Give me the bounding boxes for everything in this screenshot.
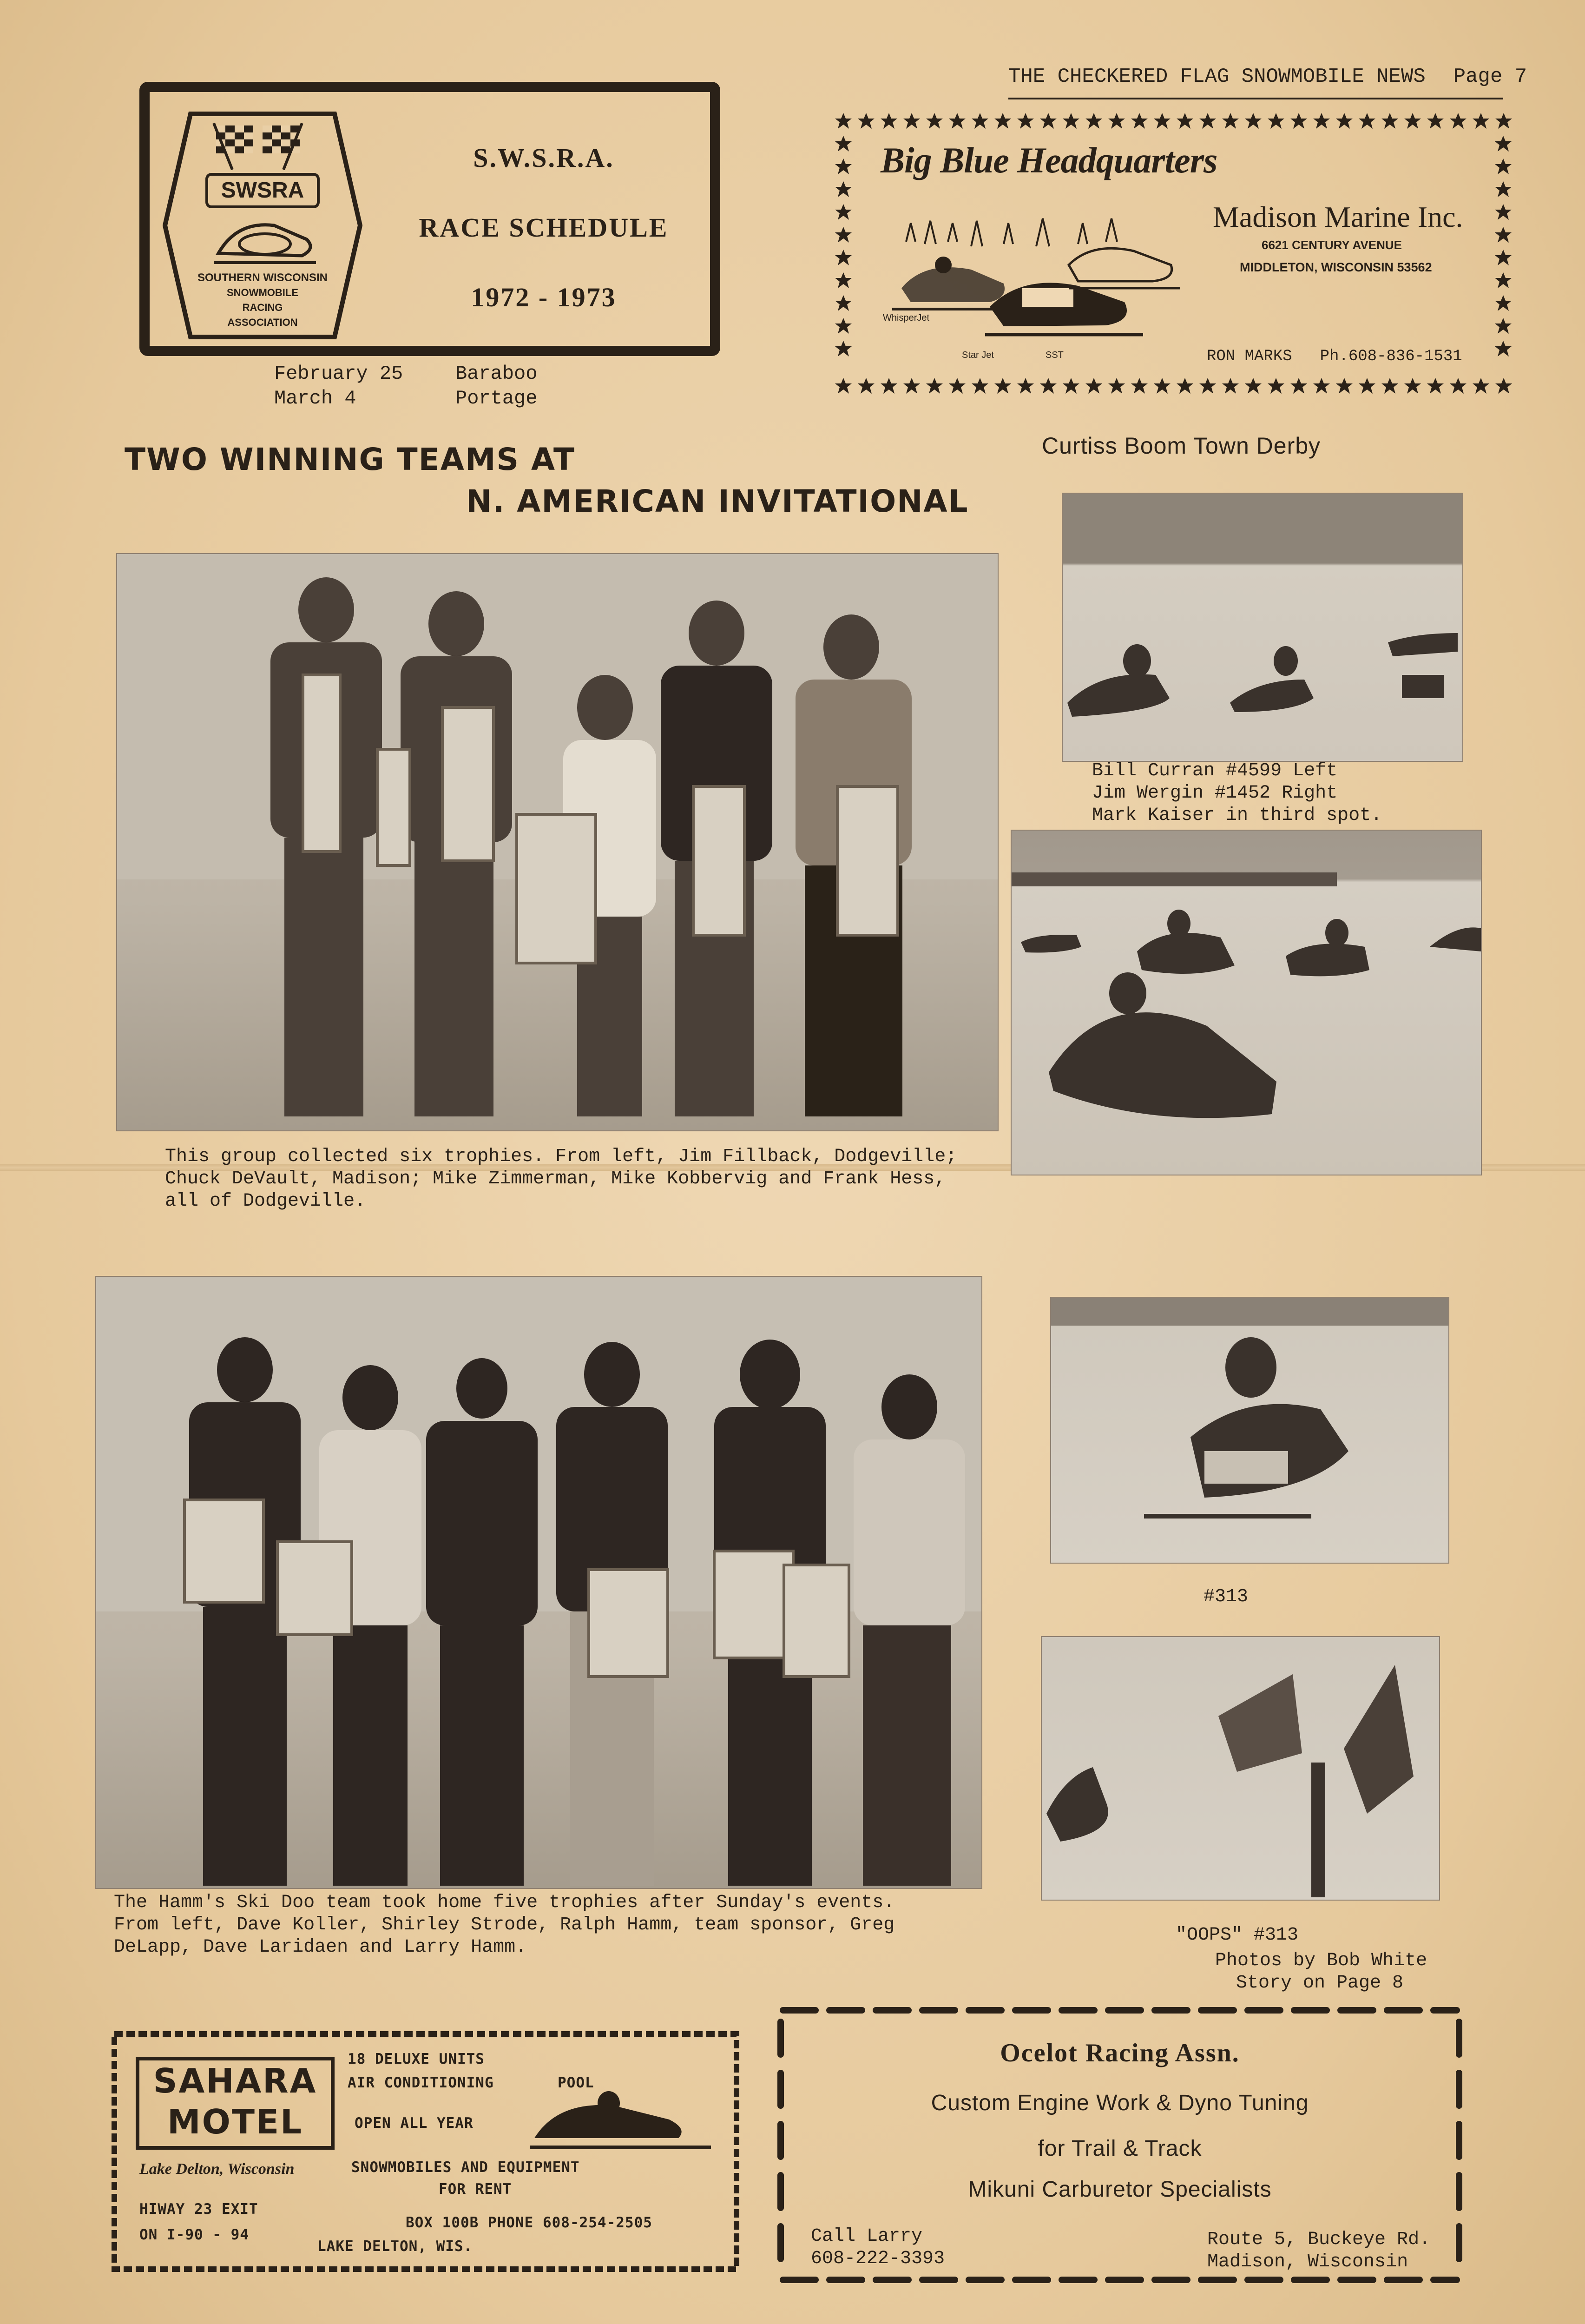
ocelot-road: Route 5, Buckeye Rd.: [1207, 2229, 1431, 2250]
star-icon: [835, 318, 852, 334]
sled-label-sst: SST: [1046, 350, 1064, 360]
team-photo-2: [95, 1276, 982, 1889]
ocelot-city: Madison, Wisconsin: [1207, 2251, 1408, 2272]
caption-line: Jim Wergin #1452 Right: [1092, 783, 1338, 804]
star-icon: [1404, 113, 1421, 129]
star-icon: [1495, 318, 1512, 334]
ocelot-phone: 608-222-3393: [811, 2248, 945, 2269]
star-icon: [1359, 113, 1375, 129]
star-icon: [1336, 113, 1353, 129]
sahara-feature: POOL: [558, 2074, 594, 2091]
caption-line: From left, Dave Koller, Shirley Strode, Ralph Hamm, team sponsor, Greg: [114, 1915, 895, 1935]
schedule-date: March 4: [274, 387, 356, 409]
sahara-feature: AIR CONDITIONING: [348, 2074, 494, 2091]
star-icon: [835, 158, 852, 174]
star-icon: [1495, 295, 1512, 311]
sahara-feature: SNOWMOBILES AND EQUIPMENT: [351, 2159, 580, 2176]
company-address: 6621 CENTURY AVENUE: [1262, 238, 1402, 252]
star-icon: [1154, 378, 1171, 394]
derby-photo-2: [1011, 830, 1482, 1175]
star-icon: [881, 113, 897, 129]
star-icon: [1359, 378, 1375, 394]
star-icon: [949, 113, 966, 129]
team-photo-1-figures: [117, 554, 998, 1130]
star-icon: [1177, 113, 1193, 129]
swsra-logo: [163, 105, 362, 346]
schedule-row: [274, 387, 356, 409]
star-icon: [1290, 378, 1307, 394]
caption-line: all of Dodgeville.: [165, 1191, 366, 1212]
snowmobile-icon: [985, 283, 1143, 335]
star-icon: [1495, 204, 1512, 220]
sahara-location: Lake Delton, Wisconsin: [139, 2160, 295, 2178]
snowmobile-icon: [892, 257, 1013, 309]
swsra-org-line-4: ASSOCIATION: [227, 317, 298, 328]
star-icon: [1108, 378, 1125, 394]
star-icon: [903, 113, 920, 129]
company-name: Madison Marine Inc.: [1213, 200, 1463, 233]
team-photo-1: [116, 553, 999, 1131]
star-icon: [1222, 378, 1239, 394]
star-icon: [1427, 113, 1444, 129]
sled-313-label: #313: [1204, 1586, 1249, 1607]
star-icon: [1495, 158, 1512, 174]
star-icon: [1495, 341, 1512, 357]
derby-caption: [1092, 760, 1382, 827]
star-icon: [835, 250, 852, 265]
caption-line: Bill Curran #4599 Left: [1092, 760, 1338, 781]
snowmobile-icon: [530, 2082, 716, 2157]
star-icon: [972, 378, 988, 394]
sahara-feature: 18 DELUXE UNITS: [348, 2051, 485, 2067]
star-icon: [1290, 113, 1307, 129]
sahara-feature: FOR RENT: [439, 2181, 512, 2198]
star-icon: [994, 378, 1011, 394]
star-icon: [903, 378, 920, 394]
star-icon: [1177, 378, 1193, 394]
derby-photo-1: [1062, 493, 1463, 762]
swsra-org-line-1: SOUTHERN WISCONSIN: [197, 271, 328, 284]
photo-2-caption: [114, 1892, 978, 1959]
star-icon: [881, 378, 897, 394]
swsra-title: [400, 123, 688, 332]
star-icon: [1017, 378, 1034, 394]
star-icon: [1495, 378, 1512, 394]
star-icon: [1085, 378, 1102, 394]
star-icon: [1063, 113, 1079, 129]
star-icon: [1131, 378, 1148, 394]
ocelot-service-1: Custom Engine Work & Dyno Tuning: [931, 2091, 1309, 2115]
star-icon: [949, 378, 966, 394]
star-icon: [1199, 378, 1216, 394]
sahara-logo-line-2: MOTEL: [167, 2102, 303, 2141]
swsra-title-line-3: 1972 - 1973: [471, 282, 617, 312]
ocelot-call: Call Larry: [811, 2226, 923, 2247]
star-icon: [972, 113, 988, 129]
star-icon: [1495, 227, 1512, 243]
star-icon: [835, 378, 852, 394]
star-icon: [835, 204, 852, 220]
sahara-logo: [136, 2057, 335, 2150]
ocelot-service-3: Mikuni Carburetor Specialists: [968, 2177, 1272, 2202]
snowmobiles-illustration: [883, 205, 1190, 363]
team-photo-2-figures: [96, 1277, 981, 1888]
star-icon: [926, 378, 943, 394]
star-icon: [1381, 378, 1398, 394]
running-header: [1008, 65, 1527, 99]
contact-phone: Ph.608-836-1531: [1320, 348, 1462, 365]
star-icon: [1381, 113, 1398, 129]
ocelot-service-2: for Trail & Track: [1038, 2136, 1202, 2161]
star-icon: [1222, 113, 1239, 129]
schedule-place: Baraboo: [455, 363, 538, 385]
sled-313-photo-art: [1051, 1298, 1448, 1563]
schedule-row: [274, 363, 403, 385]
star-icon: [1473, 113, 1489, 129]
star-icon: [1495, 272, 1512, 288]
publication-name: THE CHECKERED FLAG SNOWMOBILE NEWS: [1008, 65, 1426, 88]
star-icon: [835, 341, 852, 357]
oops-photo: [1041, 1636, 1440, 1901]
star-icon: [1154, 113, 1171, 129]
contact-name: RON MARKS: [1207, 348, 1292, 365]
headline-line-2: N. AMERICAN INVITATIONAL: [466, 483, 969, 519]
star-icon: [835, 272, 852, 288]
caption-line: Chuck DeVault, Madison; Mike Zimmerman, Mike Kobbervig and Frank Hess,: [165, 1169, 946, 1189]
snowmobile-icon: [1069, 248, 1180, 288]
sahara-box-phone: BOX 100B PHONE 608-254-2505: [406, 2214, 652, 2231]
star-icon: [1313, 113, 1330, 129]
swsra-org-line-2: SNOWMOBILE: [227, 287, 298, 298]
photo-credit: Photos by Bob White: [1215, 1950, 1427, 1971]
sahara-feature: OPEN ALL YEAR: [355, 2115, 474, 2132]
oops-photo-art: [1042, 1637, 1439, 1900]
star-icon: [1495, 113, 1512, 129]
star-icon: [835, 113, 852, 129]
swsra-org-line-3: RACING: [242, 302, 283, 313]
star-icon: [1131, 113, 1148, 129]
star-icon: [994, 113, 1011, 129]
caption-line: This group collected six trophies. From left, Jim Fillback, Dodgeville;: [165, 1146, 957, 1167]
company-contact: [1207, 348, 1462, 365]
ocelot-title: Ocelot Racing Assn.: [1000, 2039, 1240, 2067]
star-icon: [1336, 378, 1353, 394]
company-city: MIDDLETON, WISCONSIN 53562: [1240, 260, 1432, 274]
oops-label: "OOPS" #313: [1176, 1925, 1299, 1946]
star-icon: [1495, 181, 1512, 197]
page-number: Page 7: [1453, 65, 1527, 88]
schedule-place: Portage: [455, 387, 538, 409]
star-icon: [1427, 378, 1444, 394]
caption-line: Mark Kaiser in third spot.: [1092, 805, 1382, 826]
caption-line: The Hamm's Ski Doo team took home five trophies after Sunday's events.: [114, 1892, 895, 1913]
sled-label-star-jet: Star Jet: [962, 350, 994, 360]
derby-photo-2-sleds: [1012, 831, 1481, 1175]
star-icon: [835, 295, 852, 311]
star-icon: [1017, 113, 1034, 129]
star-icon: [926, 113, 943, 129]
star-icon: [858, 113, 875, 129]
star-icon: [1108, 113, 1125, 129]
derby-photo-1-sleds: [1063, 494, 1462, 761]
sahara-exit-2: ON I-90 - 94: [139, 2226, 249, 2243]
sahara-exit-1: HIWAY 23 EXIT: [139, 2201, 258, 2218]
star-icon: [1450, 113, 1467, 129]
star-icon: [1313, 378, 1330, 394]
sled-label-whisperjet: WhisperJet: [883, 313, 930, 323]
star-icon: [1245, 113, 1262, 129]
snowmobile-icon: [214, 225, 316, 263]
big-blue-title: Big Blue Headquarters: [881, 140, 1217, 180]
story-reference: Story on Page 8: [1236, 1973, 1404, 1994]
star-icon: [1450, 378, 1467, 394]
star-icon: [1473, 378, 1489, 394]
star-icon: [835, 136, 852, 152]
swsra-title-line-1: S.W.S.R.A.: [473, 143, 614, 173]
swsra-title-line-2: RACE SCHEDULE: [419, 212, 669, 243]
star-icon: [835, 227, 852, 243]
trees-icon: [906, 218, 1117, 246]
headline-line-1: TWO WINNING TEAMS AT: [125, 442, 576, 477]
star-icon: [858, 378, 875, 394]
sled-313-photo: [1050, 1297, 1449, 1564]
star-icon: [1199, 113, 1216, 129]
star-icon: [1040, 113, 1057, 129]
star-icon: [1495, 136, 1512, 152]
star-icon: [1063, 378, 1079, 394]
star-icon: [1245, 378, 1262, 394]
schedule-date: February 25: [274, 363, 403, 385]
swsra-logo-text: SWSRA: [221, 178, 304, 203]
star-icon: [1495, 250, 1512, 265]
star-icon: [1268, 113, 1284, 129]
star-icon: [1404, 378, 1421, 394]
checkered-flags-icon: [214, 123, 302, 170]
star-icon: [835, 181, 852, 197]
derby-title: Curtiss Boom Town Derby: [1042, 433, 1321, 459]
sahara-logo-line-1: SAHARA: [153, 2061, 317, 2100]
sahara-town: LAKE DELTON, WIS.: [317, 2238, 473, 2255]
photo-1-caption: [165, 1146, 1015, 1213]
star-icon: [1085, 113, 1102, 129]
caption-line: DeLapp, Dave Laridaen and Larry Hamm.: [114, 1937, 527, 1958]
star-icon: [1268, 378, 1284, 394]
star-icon: [1040, 378, 1057, 394]
